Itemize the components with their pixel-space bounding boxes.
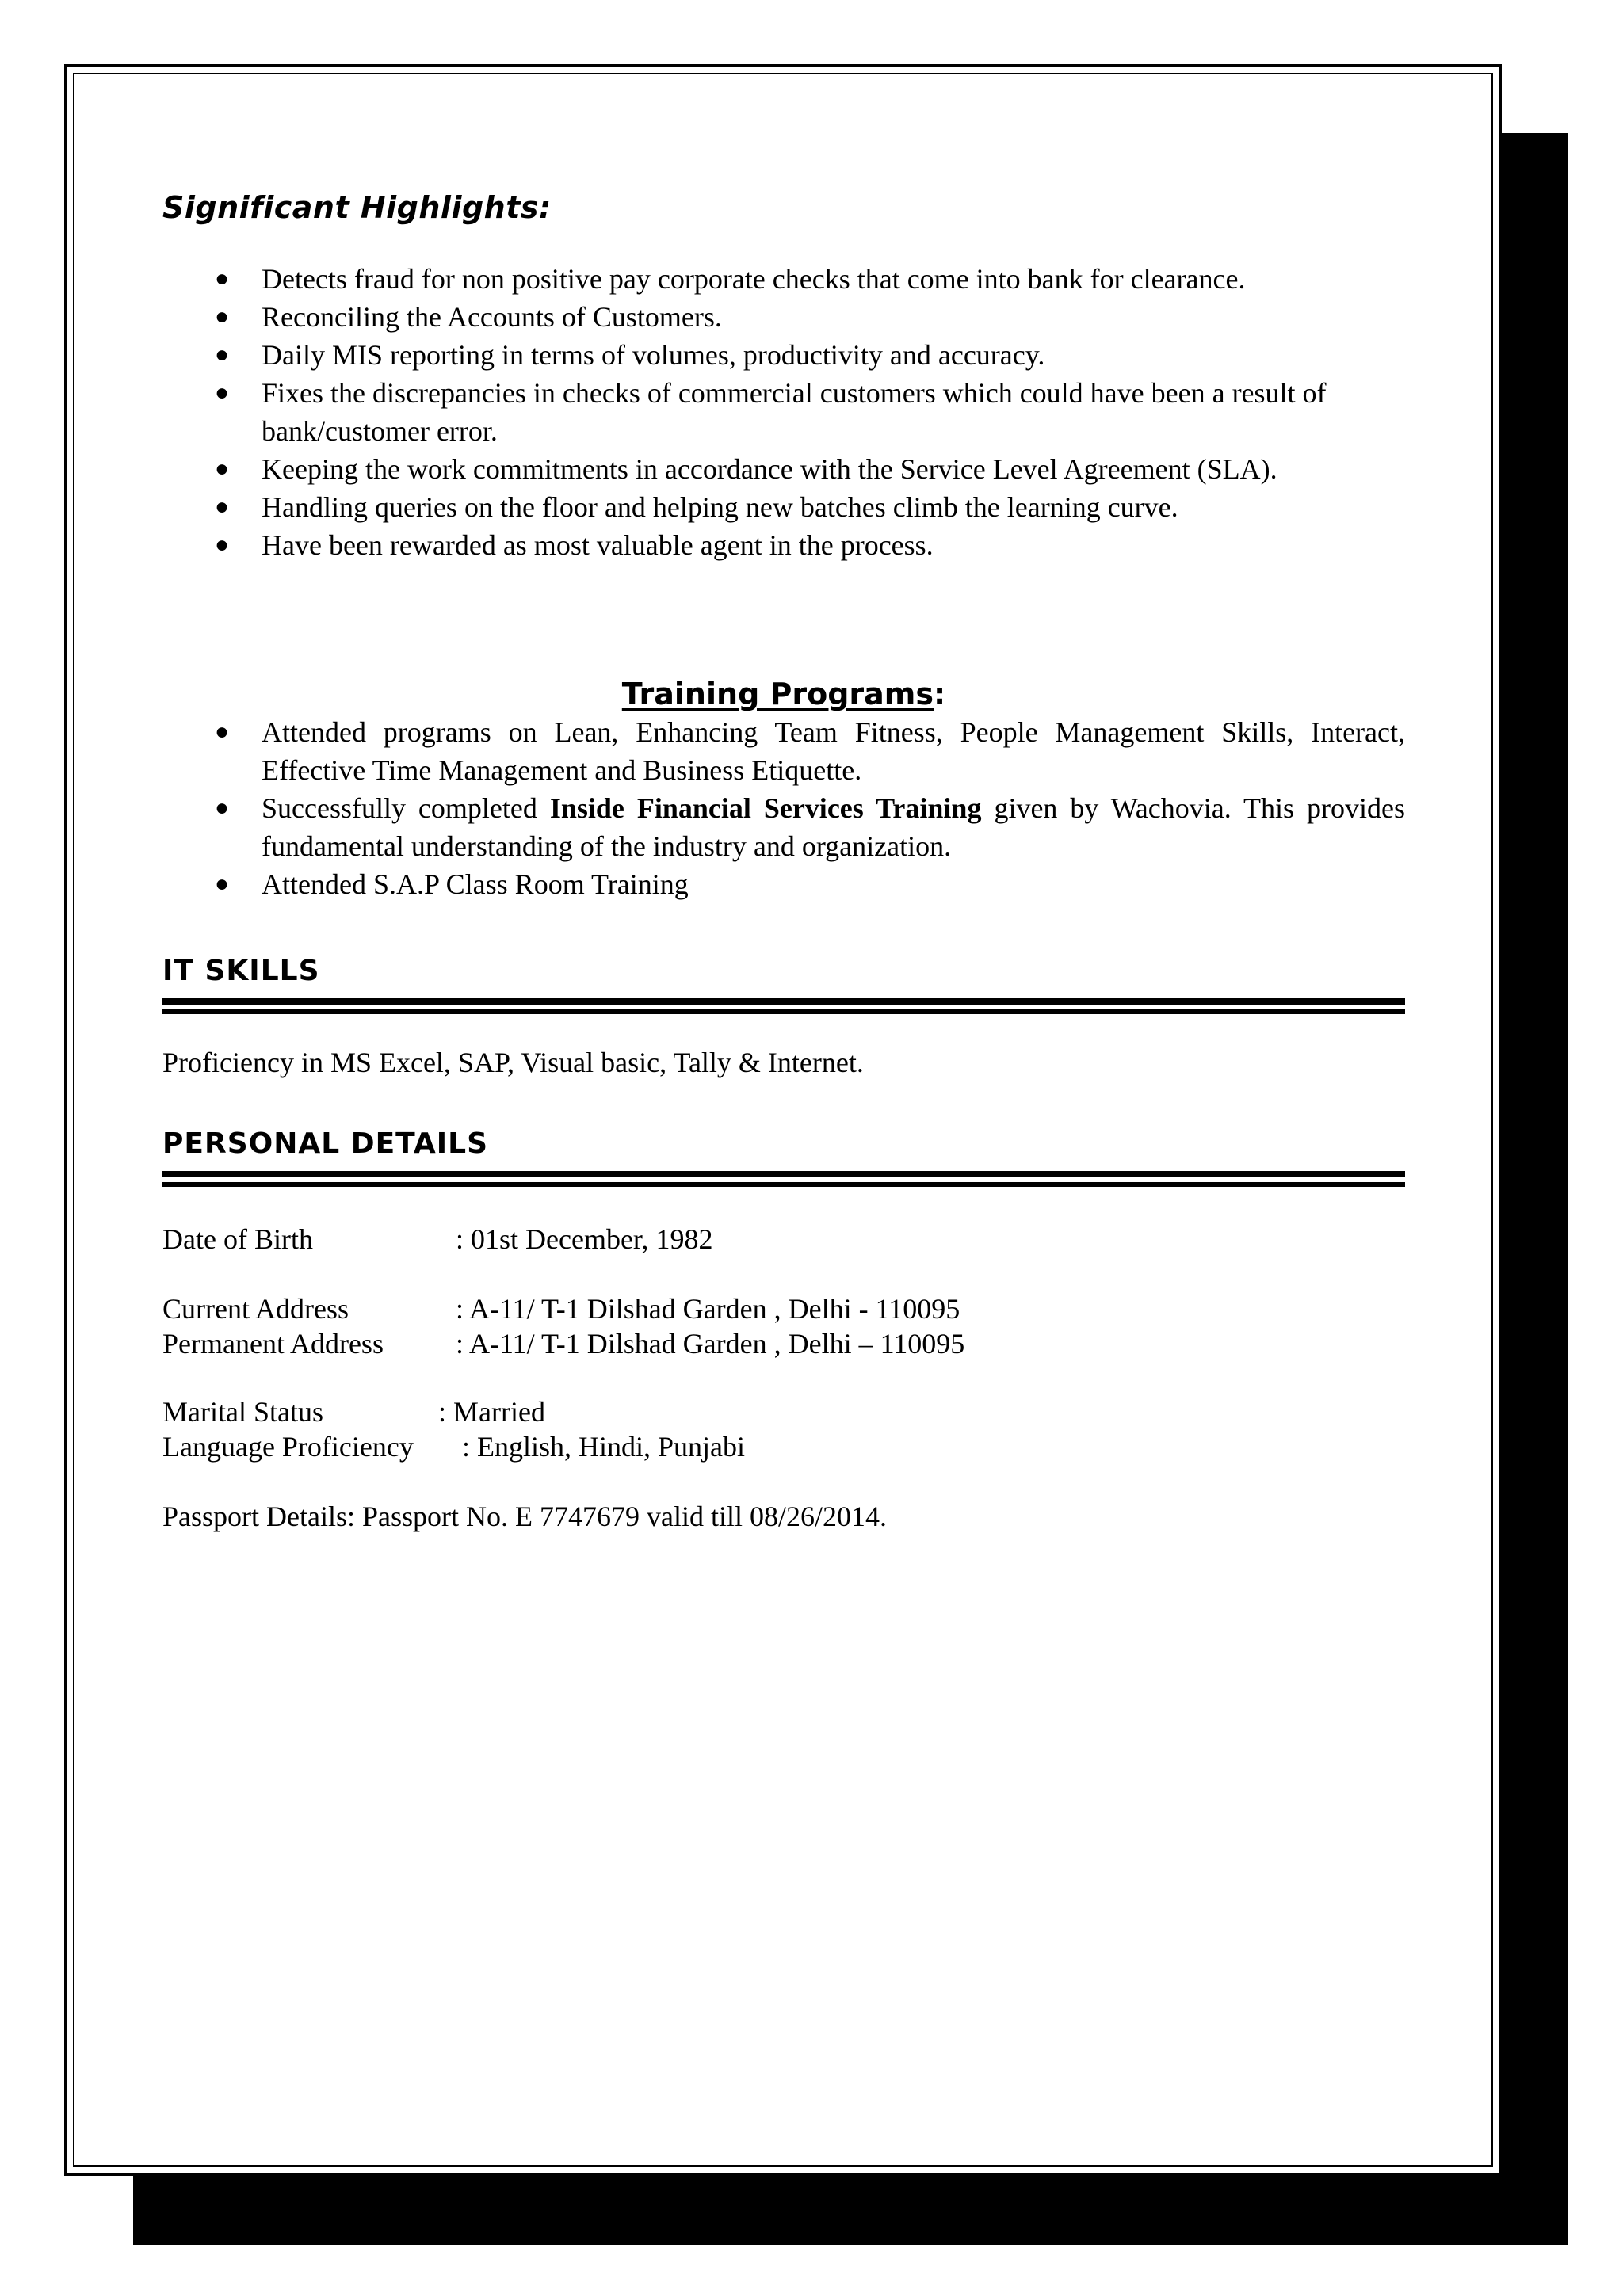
training-title: Training Programs: (621, 677, 946, 711)
personal-details-section (162, 1127, 1405, 1534)
current-address-row (162, 1291, 1405, 1326)
bullet-icon: ● (215, 871, 230, 897)
section-divider (162, 1182, 1405, 1187)
dob-value: : 01st December, 1982 (456, 1223, 713, 1255)
bullet-icon: ● (215, 795, 230, 821)
list-item: ● Detects fraud for non positive pay corporate checks that come into bank for clearance. (162, 260, 1405, 298)
bullet-icon: ● (215, 341, 230, 368)
page-shadow-bottom (133, 2176, 1568, 2245)
section-divider (162, 1009, 1405, 1014)
passport-row (162, 1499, 1405, 1534)
marital-status-label: Marital Status (162, 1396, 323, 1428)
it-skills-text: Proficiency in MS Excel, SAP, Visual basic, Tally & Internet. (162, 1047, 864, 1078)
section-divider (162, 1171, 1405, 1177)
language-label: Language Proficiency (162, 1431, 414, 1463)
language-value: : English, Hindi, Punjabi (462, 1431, 746, 1463)
list-item: ● Have been rewarded as most valuable agent in the process. (162, 526, 1405, 564)
section-divider (162, 998, 1405, 1005)
list-item: ● Attended S.A.P Class Room Training (162, 865, 1405, 903)
language-row (162, 1429, 1405, 1464)
list-item: ● Successfully completed Inside Financial Services Training given by Wachovia. This provides fundamental understanding of the industry and organization. (162, 789, 1405, 865)
highlights-list (162, 260, 1405, 564)
highlights-title: Significant Highlights: (162, 190, 552, 225)
training-list (162, 713, 1405, 903)
bullet-icon: ● (215, 265, 230, 292)
personal-details-title: PERSONAL DETAILS (162, 1127, 489, 1160)
it-skills-title: IT SKILLS (162, 955, 320, 987)
bullet-icon: ● (215, 494, 230, 520)
bullet-icon: ● (215, 719, 230, 745)
document-content (162, 190, 1405, 1534)
list-item: ● Fixes the discrepancies in checks of commercial customers which could have been a result of bank/customer error. (162, 374, 1405, 450)
current-address-label: Current Address (162, 1293, 349, 1325)
bullet-icon: ● (215, 532, 230, 558)
permanent-address-row (162, 1326, 1405, 1361)
list-item: ● Daily MIS reporting in terms of volumes, productivity and accuracy. (162, 336, 1405, 374)
passport-label: Passport Details (162, 1501, 347, 1532)
bullet-icon: ● (215, 303, 230, 330)
it-skills-section (162, 954, 1405, 1081)
bullet-icon: ● (215, 379, 230, 406)
permanent-address-value: : A-11/ T-1 Dilshad Garden , Delhi – 110095 (456, 1328, 965, 1360)
list-item: ● Reconciling the Accounts of Customers. (162, 298, 1405, 336)
list-item: ● Attended programs on Lean, Enhancing Team Fitness, People Management Skills, Interact, Effective Time Management and Business Etiquette. (162, 713, 1405, 789)
page-shadow-right (1502, 133, 1568, 2245)
passport-value: : Passport No. E 7747679 valid till 08/26/2014. (346, 1501, 887, 1532)
dob-row (162, 1222, 1405, 1257)
list-item: ● Keeping the work commitments in accordance with the Service Level Agreement (SLA). (162, 450, 1405, 488)
current-address-value: : A-11/ T-1 Dilshad Garden , Delhi - 110095 (456, 1293, 960, 1325)
list-item: ● Handling queries on the floor and helping new batches climb the learning curve. (162, 488, 1405, 526)
dob-label: Date of Birth (162, 1223, 313, 1255)
marital-status-value: : Married (438, 1396, 545, 1428)
marital-status-row (162, 1394, 1405, 1429)
permanent-address-label: Permanent Address (162, 1328, 384, 1360)
bullet-icon: ● (215, 456, 230, 482)
